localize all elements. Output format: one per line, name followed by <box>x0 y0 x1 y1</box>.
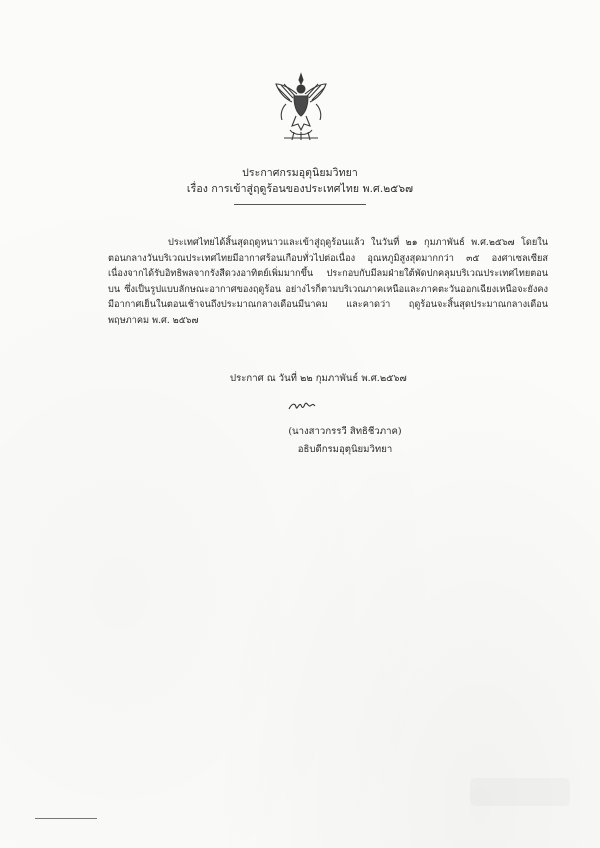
body-paragraph: ประเทศไทยได้สิ้นสุดฤดูหนาวและเข้าสู่ฤดูร้อนแล้ว ในวันที่ ๒๑ กุมภาพันธ์ พ.ศ.๒๕๖๗ โดยในตอนกลางวันบริเวณประเทศไทยมีอากาศร้อนเกือบทั่วไปต่อเนื่อง อุณหภูมิสูงสุดมากกว่า ๓๕ องศาเซลเซียส เนื่องจากได้รับอิทธิพลจากรังสีดวงอาทิตย์เพิ่มมากขึ้น ประกอบกับมีลมฝ่ายใต้พัดปกคลุมบริเวณประเทศไทยตอนบน ซึ่งเป็นรูปแบบลักษณะอากาศของฤดูร้อน อย่างไรก็ตามบริเวณภาคเหนือและภาคตะวันออกเฉียงเหนือจะยังคงมีอากาศเย็นในตอนเช้าจนถึงประมาณกลางเดือนมีนาคม และคาดว่า ฤดูร้อนจะสิ้นสุดประมาณกลางเดือนพฤษภาคม พ.ศ. ๒๕๖๗ <box>108 237 548 326</box>
signer-title: อธิบดีกรมอุตุนิยมวิทยา <box>297 444 393 455</box>
announcement-title: ประกาศกรมอุตุนิยมวิทยา <box>242 167 358 179</box>
announcement-subject: เรื่อง การเข้าสู่ฤดูร้อนของประเทศไทย พ.ศ.๒๕๖๗ <box>186 183 414 195</box>
announcement-body <box>108 235 548 329</box>
signer-name: (นางสาวกรรวี สิทธิชีวภาค) <box>288 426 402 437</box>
signature-icon <box>286 397 318 415</box>
garuda-emblem-icon <box>272 70 330 142</box>
scan-smudge <box>470 778 570 806</box>
announcement-date: ประกาศ ณ วันที่ ๒๒ กุมภาพันธ์ พ.ศ.๒๕๖๗ <box>230 373 407 384</box>
title-divider <box>234 204 366 205</box>
footer-mark <box>35 818 97 819</box>
